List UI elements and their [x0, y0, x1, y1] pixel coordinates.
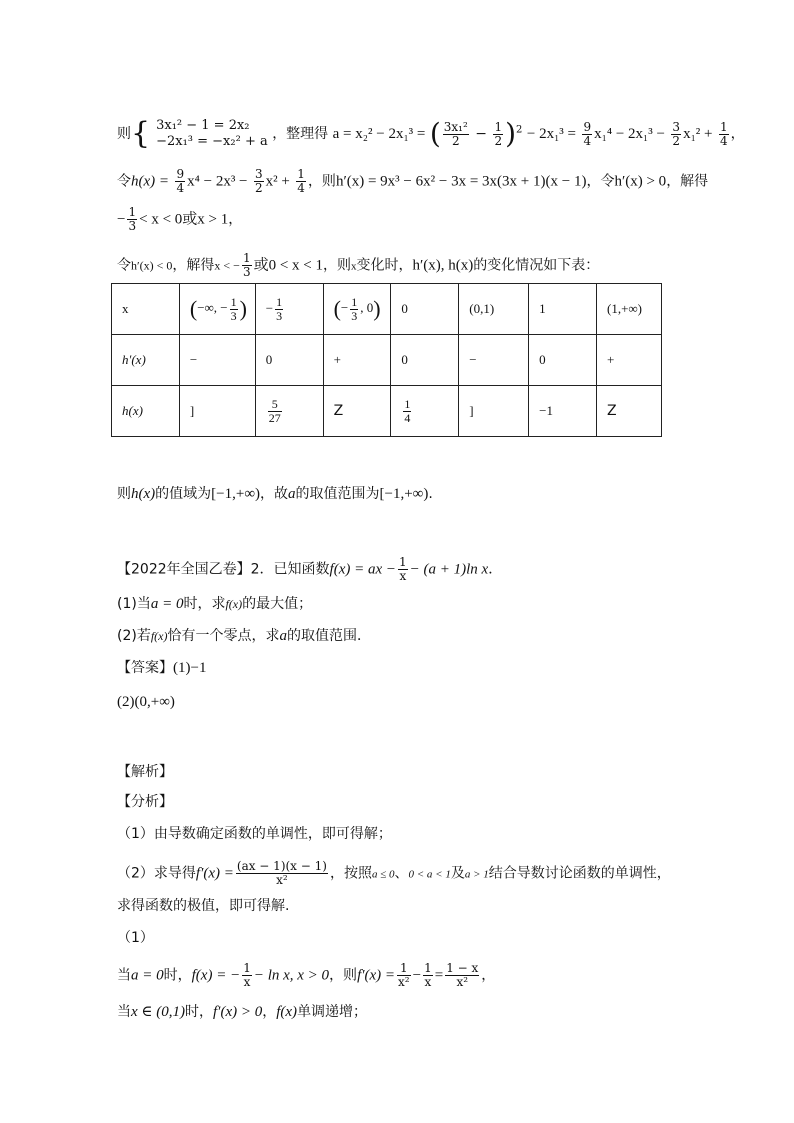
fraction: $\frac{9}{4}$	[583, 119, 592, 148]
table-cell: h(x)	[112, 386, 180, 437]
text: ，令	[586, 173, 615, 190]
table-cell: (−∞, − $\frac{1}{3}$ )	[179, 284, 255, 335]
question-2: (2)若f(x)恰有一个零点，求a的取值范围．	[117, 628, 371, 644]
table-row	[112, 335, 662, 386]
table-cell: $\frac{5}{27}$	[255, 386, 323, 437]
text: ，则	[323, 257, 351, 274]
table-cell: $\frac{1}{4}$	[391, 386, 459, 437]
fraction: $\frac{1}{3}$	[128, 205, 137, 233]
table-cell: Z	[323, 386, 391, 437]
text: ，	[228, 211, 243, 228]
solution-line-1: 当a = 0时，f(x) = − $\frac{1}{x}$ − ln x, x > 0，则f′(x) = $\frac{1}{\text{x²}}$ − $\frac{1}{x}$ = $\frac{1 - x}{\text{x²}}$ ，	[117, 961, 496, 989]
expr: 或0 < x < 1	[253, 257, 323, 274]
table-cell: x	[112, 284, 180, 335]
analysis-p3: 求得函数的极值，即可得解.	[117, 898, 290, 914]
expr: x	[351, 260, 357, 273]
table-cell: 0	[391, 284, 459, 335]
table-cell: (1,+∞)	[596, 284, 661, 335]
analysis-sub: 【分析】	[117, 794, 173, 810]
table-cell: 1	[529, 284, 597, 335]
solution-label: （1）	[117, 930, 154, 946]
table-cell: −	[179, 335, 255, 386]
fraction: $\frac{3}{2}$	[254, 167, 263, 195]
table-row	[112, 386, 662, 437]
analysis-p2: （2）求导得f′(x) = $\frac{(ax - 1)(x - 1)}{\text{x²}}$ ，按照a ≤ 0、0 < a < 1及a > 1结合导数讨论函数的单调性，	[117, 859, 671, 887]
text: ，	[730, 126, 745, 142]
table-cell: Z	[596, 386, 661, 437]
text: ，解得	[666, 173, 709, 190]
fraction: $\frac{1}{3}$	[242, 251, 251, 279]
table-cell: (0,1)	[459, 284, 529, 335]
table-cell: 0	[529, 335, 597, 386]
fraction: $\frac{1}{4}$	[719, 119, 728, 148]
text: ，则	[307, 173, 336, 190]
text: 令	[117, 257, 131, 274]
table-cell: 0	[255, 335, 323, 386]
analysis-title: 【解析】	[117, 764, 173, 780]
expr: < x < 0或x > 1	[139, 211, 229, 228]
equation-system	[152, 118, 268, 150]
table-cell: +	[323, 335, 391, 386]
expr: h(x) =	[131, 173, 170, 190]
table-cell: ]	[179, 386, 255, 437]
equation: −2x₁³ = −x₂² + a	[156, 134, 268, 149]
line-conclusion: 则h(x)的值域为[−1,+∞)，故a的取值范围为[−1,+∞).	[117, 486, 433, 502]
table-cell: − $\frac{1}{3}$	[255, 284, 323, 335]
table-cell: h′(x)	[112, 335, 180, 386]
answer: 【答案】(1)−1	[117, 660, 207, 676]
text: 则	[117, 126, 131, 142]
line-table-intro	[117, 252, 599, 279]
expr: x₁² +	[683, 126, 713, 142]
fraction: $\frac{\text{3x₁²}}{2}$	[443, 119, 468, 148]
variation-table	[111, 283, 662, 437]
text: ，整理得	[272, 126, 329, 142]
expr: h′(x) > 0	[614, 173, 667, 190]
equation: 3x₁² − 1 = 2x₂	[156, 118, 250, 133]
fraction: $\frac{1}{2}$	[494, 119, 503, 148]
problem-statement: 【2022年全国乙卷】2．已知函数f(x) = ax − $\frac{1}{x}$ − (a + 1)ln x．	[117, 555, 503, 583]
fraction: $\frac{3}{2}$	[672, 119, 681, 148]
expr: x⁴ − 2x³ −	[187, 173, 248, 190]
fraction: $\frac{9}{4}$	[176, 167, 185, 195]
line-system: 则{ 3x₁² − 1 = 2x₂ −2x₁³ = −x₂² + a ，整理得 a = x₂² − 2x₁³ = ( $\frac{\text{3x₁²}}{2}$ − $\frac{1}{2}$ )$^2$ − 2x₁³ = $\frac{9}{4}$ x₁⁴ − 2x₁³ − $\frac{3}{2}$ x₁² + $\frac{1}{4}$ ，	[117, 116, 745, 151]
table-cell: ]	[459, 386, 529, 437]
solution-line-2: 当x ∈ (0,1)时，f′(x) > 0，f(x)单调递增；	[117, 1004, 368, 1020]
expr: − 2x₁³ =	[526, 126, 577, 142]
text: 令	[117, 173, 131, 190]
answer-2: (2)(0,+∞)	[117, 694, 175, 710]
expr: x < −	[214, 258, 240, 273]
table-cell: 0	[391, 335, 459, 386]
text: 的变化情况如下表：	[473, 257, 600, 274]
expr: h′(x), h(x)	[412, 257, 474, 274]
expr: x₁⁴ − 2x₁³ −	[594, 126, 665, 142]
line-solution: − $\frac{1}{3}$ < x < 0或x > 1，	[117, 205, 243, 233]
expr: h′(x) < 0	[131, 258, 173, 273]
table-cell: (− $\frac{1}{3}$ , 0)	[323, 284, 391, 335]
table-cell: −1	[529, 386, 597, 437]
line-h-def	[117, 168, 708, 195]
expr: a = x₂² − 2x₁³ =	[332, 126, 426, 142]
question-1: (1)当a = 0时，求f(x)的最大值；	[117, 596, 313, 612]
table-cell: +	[596, 335, 661, 386]
text: ，解得	[172, 257, 215, 274]
table-row	[112, 284, 662, 335]
table-cell: −	[459, 335, 529, 386]
expr: x² +	[265, 173, 290, 190]
fraction: $\frac{1}{4}$	[297, 167, 305, 195]
expr: h′(x) = 9x³ − 6x² − 3x = 3x(3x + 1)(x − 1)	[335, 173, 587, 190]
text: 变化时，	[356, 257, 413, 274]
analysis-p1: （1）由导数确定函数的单调性，即可得解；	[117, 826, 392, 842]
